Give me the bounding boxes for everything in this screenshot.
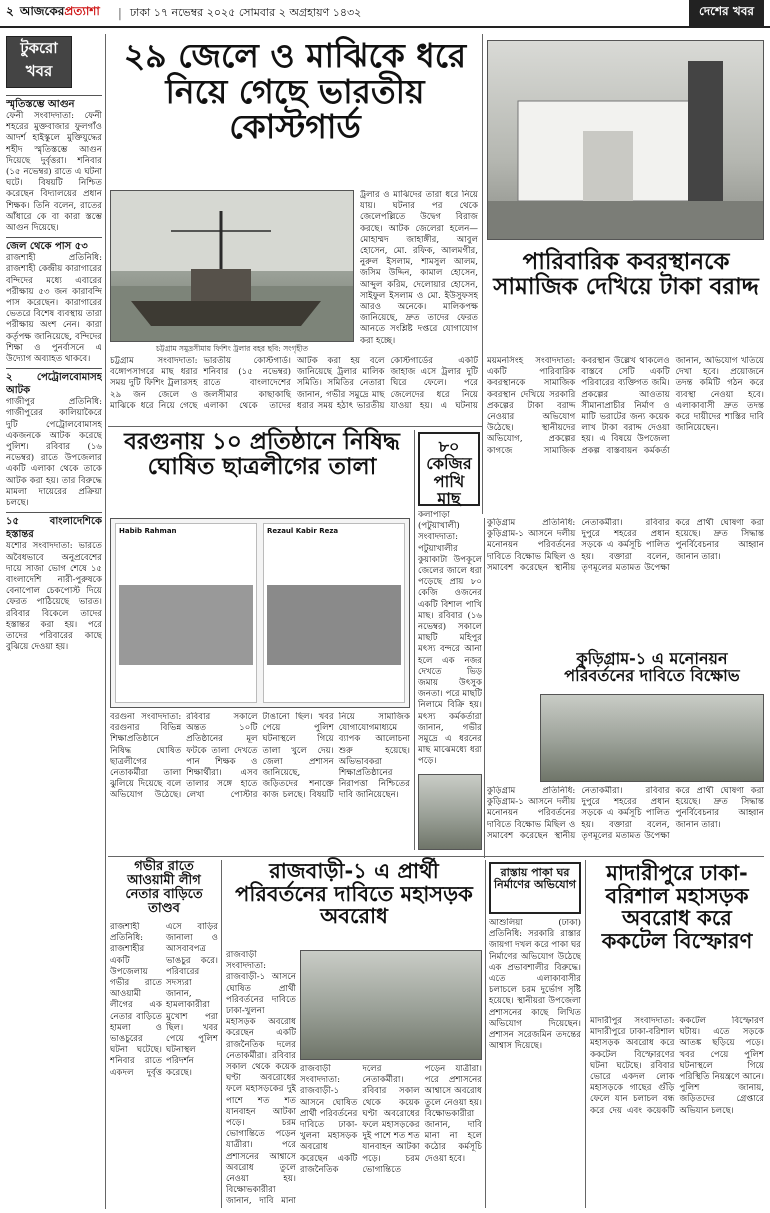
barguna-headline: বরগুনায় ১০ প্রতিষ্ঠানে নিষিদ্ধ ঘোষিত ছাত্রলীগের তালা [124,429,400,480]
issue-date: ঢাকা ১৭ নভেম্বর ২০২৫ সোমবার ২ অগ্রহায়ণ ১৪৩২ [129,5,362,19]
kurigram-body: কুড়িগ্রাম প্রতিনিধি: কুড়িগ্রাম-১ আসনে দলীয় মনোনয়ন পরিবর্তনের দাবিতে বিক্ষোভ মিছিল ও সমাবেশ করেছেন স্থানীয় নেতাকর্মীরা। রবিবার দুপুরে শহরের প্রধান সড়কে এ কর্মসূচি পালিত হয়। বক্তারা বলেন, তৃণমূলের মতামত উপেক্ষা করে প্রার্থী ঘোষণা করা হয়েছে। দ্রুত সিদ্ধান্ত পুনর্বিবেচনার আহ্বান জানান তারা। [487,786,764,841]
post-left-image [119,585,253,665]
brief-body: গাজীপুর প্রতিনিধি: গাজীপুরের কালিয়াকৈরে দুটি পেট্রোলবোমাসহ একজনকে আটক করেছে পুলিশ। রবিবার (১৬ নভেম্বর) রাতে উপজেলার একটি এলাকা থেকে তাকে আটক করা হয়। তার বিরুদ্ধে মামলা দায়েরের প্রক্রিয়া চলছে। [6,397,102,509]
column-rule [414,430,415,850]
kurigram-photo [540,694,764,782]
page-number: ২ [6,4,14,18]
masthead-left: আজকের [19,4,65,18]
lead-headline: ২৯ জেলে ও মাঝিকে ধরে নিয়ে গেছে ভারতীয় কোস্টগার্ড [123,36,467,147]
night-body: রাজশাহী প্রতিনিধি: রাজশাহীর একটি উপজেলায় গভীর রাতে আওয়ামী লীগের এক নেতার বাড়িতে হামলা ও ভাঙচুরের ঘটনা ঘটেছে। শনিবার রাতে একদল দুর্বৃত্ত এসে বাড়ির জানালা ও আসবাবপত্র ভাঙচুর করে। পরিবারের সদস্যরা জানান, হামলাকারীরা মুখোশ পরা ছিল। খবর পেয়ে পুলিশ ঘটনাস্থল পরিদর্শন করেছে। [110,922,218,1078]
fish-body: কলাপাড়া (পটুয়াখালী) সংবাদদাতা: পটুয়াখালীর কুয়াকাটা উপকূলে জেলের জালে ধরা পড়েছে প্রায় ৮০ কেজি ওজনের একটি বিশাল পাখি মাছ। রবিবার (১৬ নভেম্বর) সকালে মাছটি মহিপুর মৎস্য বন্দরে আনা হলে এক নজর দেখতে ভিড় জমায় উৎসুক জনতা। পরে মাছটি নিলামে বিক্রি হয়। মৎস্য কর্মকর্তারা জানান, গভীর সমুদ্রে এ ধরনের মাছ মাঝেমধ্যে ধরা পড়ে। [418,510,482,767]
graveyard-headline: পারিবারিক কবরস্থানকে সামাজিক দেখিয়ে টাকা বরাদ্দ [493,249,759,300]
rajbari-body-left: রাজবাড়ী সংবাদদাতা: রাজবাড়ী-১ আসনে ঘোষিত প্রার্থী পরিবর্তনের দাবিতে ঢাকা-খুলনা মহাসড়ক অবরোধ করেছেন একটি রাজনৈতিক দলের নেতাকর্মীরা। রবিবার সকাল থেকে কয়েক ঘণ্টা অবরোধের ফলে মহাসড়কের দুই পাশে শত শত যানবাহন আটকা পড়ে। চরম ভোগান্তিতে পড়েন যাত্রীরা। পরে প্রশাসনের আশ্বাসে অবরোধ তুলে নেওয়া হয়। বিক্ষোভকারীরা জানান, দাবি মানা [226,950,296,1206]
fishing-boat-image [111,191,354,342]
madaripur-body: মাদারীপুর সংবাদদাতা: মাদারীপুরে ঢাকা-বরিশাল মহাসড়ক অবরোধ করে ককটেল বিস্ফোরণের ঘটনা ঘটেছে। রবিবার ভোরে একদল লোক মহাসড়কে গাছের গুঁড়ি ফেলে যান চলাচল বন্ধ করে দেয় এবং কয়েকটি ককটেল বিস্ফোরণ ঘটায়। এতে সড়কে আতঙ্ক ছড়িয়ে পড়ে। খবর পেয়ে পুলিশ ঘটনাস্থলে গিয়ে পরিস্থিতি নিয়ন্ত্রণে আনে। পুলিশ জানায়, জড়িতদের গ্রেপ্তারে অভিযান চলছে। [590,1016,764,1116]
lead-photo [110,190,354,342]
graveyard-photo [487,40,764,240]
header-divider: | [117,6,122,20]
road-headline: রাস্তায় পাকা ঘর নির্মাণের অভিযোগ [489,862,581,914]
column-rule [482,34,483,514]
kurigram-headline: কুড়িগ্রাম-১ এ মনোনয়ন পরিবর্তনের দাবিতে বিক্ষোভ [564,649,740,686]
page-header [0,0,770,28]
row-rule [108,426,482,427]
social-post-screenshot [110,518,410,708]
column-rule [484,518,485,858]
lead-photo-caption: চট্টগ্রাম সমুদ্রসীমায় ফিশিং ট্রলার বহর ছবি: সংগৃহীত [155,344,309,353]
post-right-image [267,585,401,665]
brief-body: রাজশাহী প্রতিনিধি: রাজশাহী কেন্দ্রীয় কারাগারের বন্দিদের মধ্যে এবারের পরীক্ষায় ৫৩ জন কারাবন্দি পাস করেছেন। কারাগারের ভেতরে বিশেষ ব্যবস্থায় তারা পরীক্ষায় অংশ নেন। কারা কর্তৃপক্ষ জানিয়েছে, বন্দিদের শিক্ষা ও পুনর্বাসনে এ উদ্যোগ অব্যাহত থাকবে। [6,253,102,365]
graveyard-body-continued: কুড়িগ্রাম প্রতিনিধি: কুড়িগ্রাম-১ আসনে দলীয় মনোনয়ন পরিবর্তনের দাবিতে বিক্ষোভ মিছিল ও সমাবেশ করেছেন স্থানীয় নেতাকর্মীরা। রবিবার দুপুরে শহরের প্রধান সড়কে এ কর্মসূচি পালিত হয়। বক্তারা বলেন, তৃণমূলের মতামত উপেক্ষা করে প্রার্থী ঘোষণা করা হয়েছে। দ্রুত সিদ্ধান্ত পুনর্বিবেচনার আহ্বান জানান তারা। [487,518,764,573]
madaripur-headline: মাদারীপুরে ঢাকা-বরিশাল মহাসড়ক অবরোধ করে ককটেল বিস্ফোরণ [601,861,753,954]
barguna-body: বরগুনা সংবাদদাতা: বরগুনার বিভিন্ন শিক্ষাপ্রতিষ্ঠানে নিষিদ্ধ ঘোষিত ছাত্রলীগের নেতাকর্মীরা তালা ঝুলিয়ে দিয়েছে বলে অভিযোগ উঠেছে। রবিবার সকালে অন্তত ১০টি প্রতিষ্ঠানের মূল ফটকে তালা দেখতে পান শিক্ষক ও শিক্ষার্থীরা। এসব তালার সঙ্গে হাতে লেখা পোস্টার টাঙানো ছিল। খবর পেয়ে পুলিশ ঘটনাস্থলে গিয়ে তালা খুলে দেয়। জেলা প্রশাসন জানিয়েছে, জড়িতদের শনাক্তে কাজ চলছে। বিষয়টি নিয়ে সামাজিক যোগাযোগমাধ্যমে ব্যাপক আলোচনা শুরু হয়েছে। অভিভাবকরা শিক্ষাপ্রতিষ্ঠানের নিরাপত্তা নিশ্চিতের দাবি জানিয়েছেন। [110,712,410,801]
column-rule [105,34,106,1209]
column-rule [585,860,586,1208]
masthead-logo [20,3,100,23]
graveyard-wall-image [488,41,764,240]
lead-side-column: ট্রলার ও মাঝিদের তারা ধরে নিয়ে যায়। ঘটনার পর থেকে জেলেপল্লিতে উদ্বেগ বিরাজ করছে। আটক জেলেরা হলেন— মোহাম্মদ জাহাঙ্গীর, আবুল হোসেন, মো. রফিক, আলমগীর, নুরুল ইসলাম, শামসুল আলম, জসিম উদ্দিন, কামাল হোসেন, আব্দুল করিম, দেলোয়ার হোসেন, সাইফুল ইসলাম ও মো. ইউসুফসহ আরও অনেকে। মালিকপক্ষ জানিয়েছে, দ্রুত তাদের ফেরত আনতে সংশ্লিষ্ট দপ্তরে যোগাযোগ করা হচ্ছে। [360,190,478,346]
post-left: Habib Rahman [115,523,257,703]
fish-headline: ৮০ কেজির পাখি মাছ [418,432,480,506]
rajbari-headline: রাজবাড়ী-১ এ প্রার্থী পরিবর্তনের দাবিতে মহাসড়ক অবরোধ [235,859,473,929]
rajbari-body: রাজবাড়ী সংবাদদাতা: রাজবাড়ী-১ আসনে ঘোষিত প্রার্থী পরিবর্তনের দাবিতে ঢাকা-খুলনা মহাসড়ক অবরোধ করেছেন একটি রাজনৈতিক দলের নেতাকর্মীরা। রবিবার সকাল থেকে কয়েক ঘণ্টা অবরোধের ফলে মহাসড়কের দুই পাশে শত শত যানবাহন আটকা পড়ে। চরম ভোগান্তিতে পড়েন যাত্রীরা। পরে প্রশাসনের আশ্বাসে অবরোধ তুলে নেওয়া হয়। বিক্ষোভকারীরা জানান, দাবি মানা না হলে কঠোর কর্মসূচি দেওয়া হবে। [300,1064,482,1175]
masthead-right: প্রত্যাশা [64,4,100,18]
fish-photo [418,774,482,850]
column-rule [485,860,486,1208]
brief-heading: জেল থেকে পাস ৫৩ [6,237,102,253]
road-body: আশুলিয়া (ঢাকা) প্রতিনিধি: সরকারি রাস্তার জায়গা দখল করে পাকা ঘর নির্মাণের অভিযোগ উঠেছে এক প্রভাবশালীর বিরুদ্ধে। এতে এলাকাবাসীর চলাচলে চরম দুর্ভোগ সৃষ্টি হয়েছে। স্থানীয়রা উপজেলা প্রশাসনের কাছে লিখিত অভিযোগ দিয়েছেন। প্রশাসন সরেজমিন তদন্তের আশ্বাস দিয়েছে। [489,918,581,1052]
rajbari-photo [300,950,482,1060]
sidebar-logo: টুকরো খবর [6,36,72,88]
row-rule [108,856,764,857]
brief-heading: ২ পেট্রোলবোমাসহ আটক [6,368,102,397]
sidebar-column [6,92,102,1208]
section-label: দেশের খবর [689,0,764,26]
brief-heading: ১৫ বাংলাদেশিকে হস্তান্তর [6,512,102,541]
post-right: Rezaul Kabir Reza [263,523,405,703]
night-headline: গভীর রাতে আওয়ামী লীগ নেতার বাড়িতে তাণ্ডব [125,859,203,917]
brief-body: ফেনী সংবাদদাতা: ফেনী শহরের মুক্তবাজার ফুলগাঁও আদর্শ হাইস্কুলে মুক্তিযুদ্ধের শহীদ স্মৃতিস্তম্ভে আগুন দিয়েছে দুর্বৃত্তরা। শনিবার (১৫ নভেম্বর) রাতে এ ঘটনা ঘটে। বিষয়টি নিশ্চিত করেছেন বিদ্যালয়ের প্রধান শিক্ষক। তিনি বলেন, রাতের আঁধারে কে বা কারা স্তম্ভে আগুন দিয়েছে। [6,111,102,234]
graveyard-body: ময়মনসিংহ সংবাদদাতা: একটি পারিবারিক কবরস্থানকে সামাজিক কবরস্থান দেখিয়ে সরকারি প্রকল্পের টাকা বরাদ্দ নেওয়ার অভিযোগ উঠেছে। স্থানীয়দের অভিযোগ, প্রকল্পের কাগজে সামাজিক কবরস্থান উল্লেখ থাকলেও বাস্তবে সেটি একটি পরিবারের ব্যক্তিগত জমি। প্রকল্পের আওতায় সীমানাপ্রাচীর নির্মাণ ও মাটি ভরাটের জন্য কয়েক লাখ টাকা বরাদ্দ দেওয়া হয়। এ বিষয়ে উপজেলা প্রকল্প বাস্তবায়ন কর্মকর্তা জানান, অভিযোগ খতিয়ে দেখা হবে। প্রয়োজনে তদন্ত কমিটি গঠন করে ব্যবস্থা নেওয়া হবে। এলাকাবাসী দ্রুত তদন্ত করে দায়ীদের শাস্তির দাবি জানিয়েছেন। [487,356,764,456]
brief-body: যশোর সংবাদদাতা: ভারতে অবৈধভাবে অনুপ্রবেশের দায়ে সাজা ভোগ শেষে ১৫ বাংলাদেশি নারী-পুরুষকে বেনাপোল চেকপোস্ট দিয়ে ফেরত পাঠিয়েছে ভারত। রবিবার বিকেলে তাদের হস্তান্তর করা হয়। পরে তাদের পরিবারের কাছে বুঝিয়ে দেওয়া হয়। [6,541,102,653]
lead-body: চট্টগ্রাম সংবাদদাতা: বঙ্গোপসাগরে মাছ ধরার সময় দুটি ফিশিং ট্রলারসহ ২৯ জন জেলে ও মাঝিকে ধরে নিয়ে গেছে ভারতীয় কোস্টগার্ড। শনিবার (১৫ নভেম্বর) রাতে বাংলাদেশের জলসীমার কাছাকাছি এলাকা থেকে তাদের আটক করা হয় বলে জানিয়েছে ট্রলার মালিক সমিতি। সমিতির নেতারা জানান, গভীর সমুদ্রে মাছ ধরার সময় হঠাৎ ভারতীয় কোস্টগার্ডের একটি জাহাজ এসে ট্রলার দুটি ঘিরে ফেলে। পরে জেলেদের ধরে নিয়ে যাওয়া হয়। এ ঘটনায় [110,356,478,411]
brief-heading: স্মৃতিস্তম্ভে আগুন [6,95,102,111]
column-rule [221,860,222,1208]
